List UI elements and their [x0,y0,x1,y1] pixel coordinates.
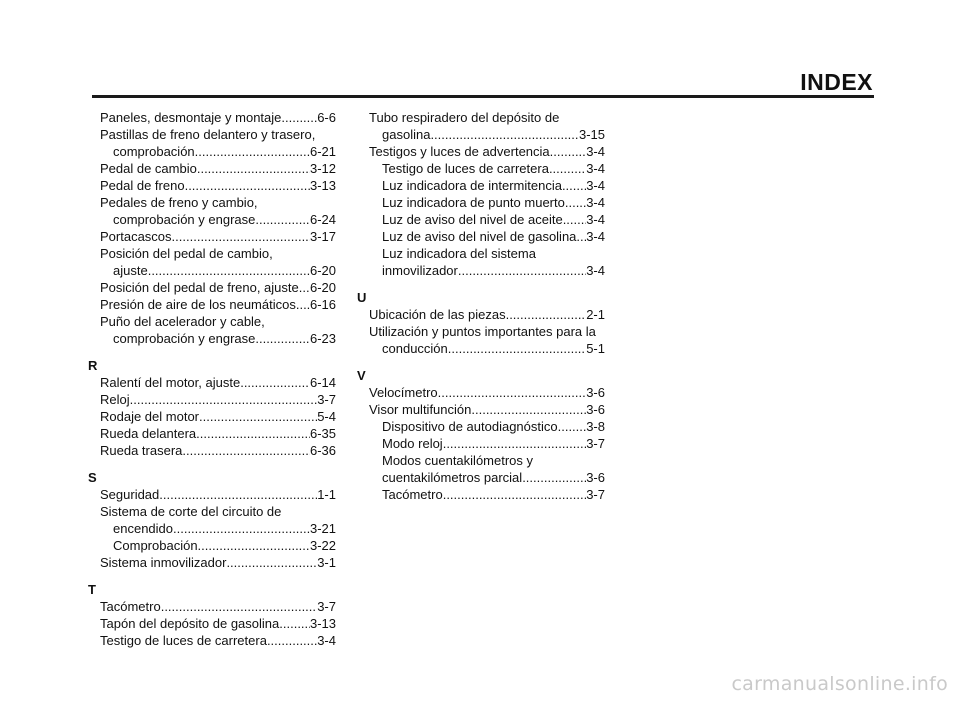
index-entry: Rodaje del motor ..... 5-4 [88,408,336,425]
index-entry-heading: Modos cuentakilómetros y [382,453,534,468]
index-entry: gasolina ..... 3-15 [357,126,605,143]
index-entry: Luz de aviso del nivel de gasolina ..... 3-4 [357,228,605,245]
index-entry: comprobación y engrase ..... 6-23 [88,330,336,347]
index-entry: inmovilizador ..... 3-4 [357,262,605,279]
index-column-left [88,109,336,649]
index-entry: Portacascos ..... 3-17 [88,228,336,245]
index-entry-heading: Sistema de corte del circuito de [100,504,282,519]
index-entry: Luz indicadora de intermitencia ..... 3-4 [357,177,605,194]
index-entry: encendido ..... 3-21 [88,520,336,537]
index-entry-heading: Tubo respiradero del depósito de [369,110,560,125]
index-entry: Rueda trasera ..... 6-36 [88,442,336,459]
index-entry: Testigo de luces de carretera ..... 3-4 [357,160,605,177]
index-entry: Sistema inmovilizador ..... 3-1 [88,554,336,571]
section-letter-u: U [357,290,367,305]
index-entry: Comprobación ..... 3-22 [88,537,336,554]
section-letter-r: R [88,358,98,373]
section-letter-t: T [88,582,96,597]
index-entry: Pedal de freno ..... 3-13 [88,177,336,194]
section-letter-s: S [88,470,97,485]
watermark: carmanualsonline.info [731,673,948,695]
index-entry: Paneles, desmontaje y montaje ..... 6-6 [88,109,336,126]
index-entry-heading: Pedales de freno y cambio, [100,195,258,210]
index-entry: Pedal de cambio ..... 3-12 [88,160,336,177]
index-entry: comprobación y engrase ..... 6-24 [88,211,336,228]
index-entry: Dispositivo de autodiagnóstico ..... 3-8 [357,418,605,435]
index-entry: Visor multifunción ..... 3-6 [357,401,605,418]
index-entry: Tacómetro ..... 3-7 [357,486,605,503]
index-entry-heading: Pastillas de freno delantero y trasero, [100,127,316,142]
index-entry: cuentakilómetros parcial ..... 3-6 [357,469,605,486]
index-entry: Presión de aire de los neumáticos ..... 6-16 [88,296,336,313]
index-entry: Luz de aviso del nivel de aceite ..... 3-4 [357,211,605,228]
index-entry: Testigo de luces de carretera ..... 3-4 [88,632,336,649]
index-entry-heading: Posición del pedal de cambio, [100,246,273,261]
index-entry: Reloj ..... 3-7 [88,391,336,408]
section-letter-v: V [357,368,366,383]
index-entry: comprobación ..... 6-21 [88,143,336,160]
header-divider [92,95,874,98]
index-entry-heading: Luz indicadora del sistema [382,246,536,261]
index-entry: Tacómetro ..... 3-7 [88,598,336,615]
index-entry: Posición del pedal de freno, ajuste ..... 6-20 [88,279,336,296]
index-column-right [357,109,605,503]
index-entry-heading: Utilización y puntos importantes para la [369,324,596,339]
index-entry: Seguridad ..... 1-1 [88,486,336,503]
index-entry: Rueda delantera ..... 6-35 [88,425,336,442]
index-entry-heading: Puño del acelerador y cable, [100,314,265,329]
index-entry: Ralentí del motor, ajuste ..... 6-14 [88,374,336,391]
index-entry: Luz indicadora de punto muerto ..... 3-4 [357,194,605,211]
index-entry: conducción ..... 5-1 [357,340,605,357]
index-entry: Testigos y luces de advertencia ..... 3-4 [357,143,605,160]
index-entry: ajuste ..... 6-20 [88,262,336,279]
index-entry: Ubicación de las piezas ..... 2-1 [357,306,605,323]
index-entry: Velocímetro ..... 3-6 [357,384,605,401]
index-entry: Modo reloj ..... 3-7 [357,435,605,452]
page-title: INDEX [800,69,873,95]
index-entry: Tapón del depósito de gasolina ..... 3-13 [88,615,336,632]
